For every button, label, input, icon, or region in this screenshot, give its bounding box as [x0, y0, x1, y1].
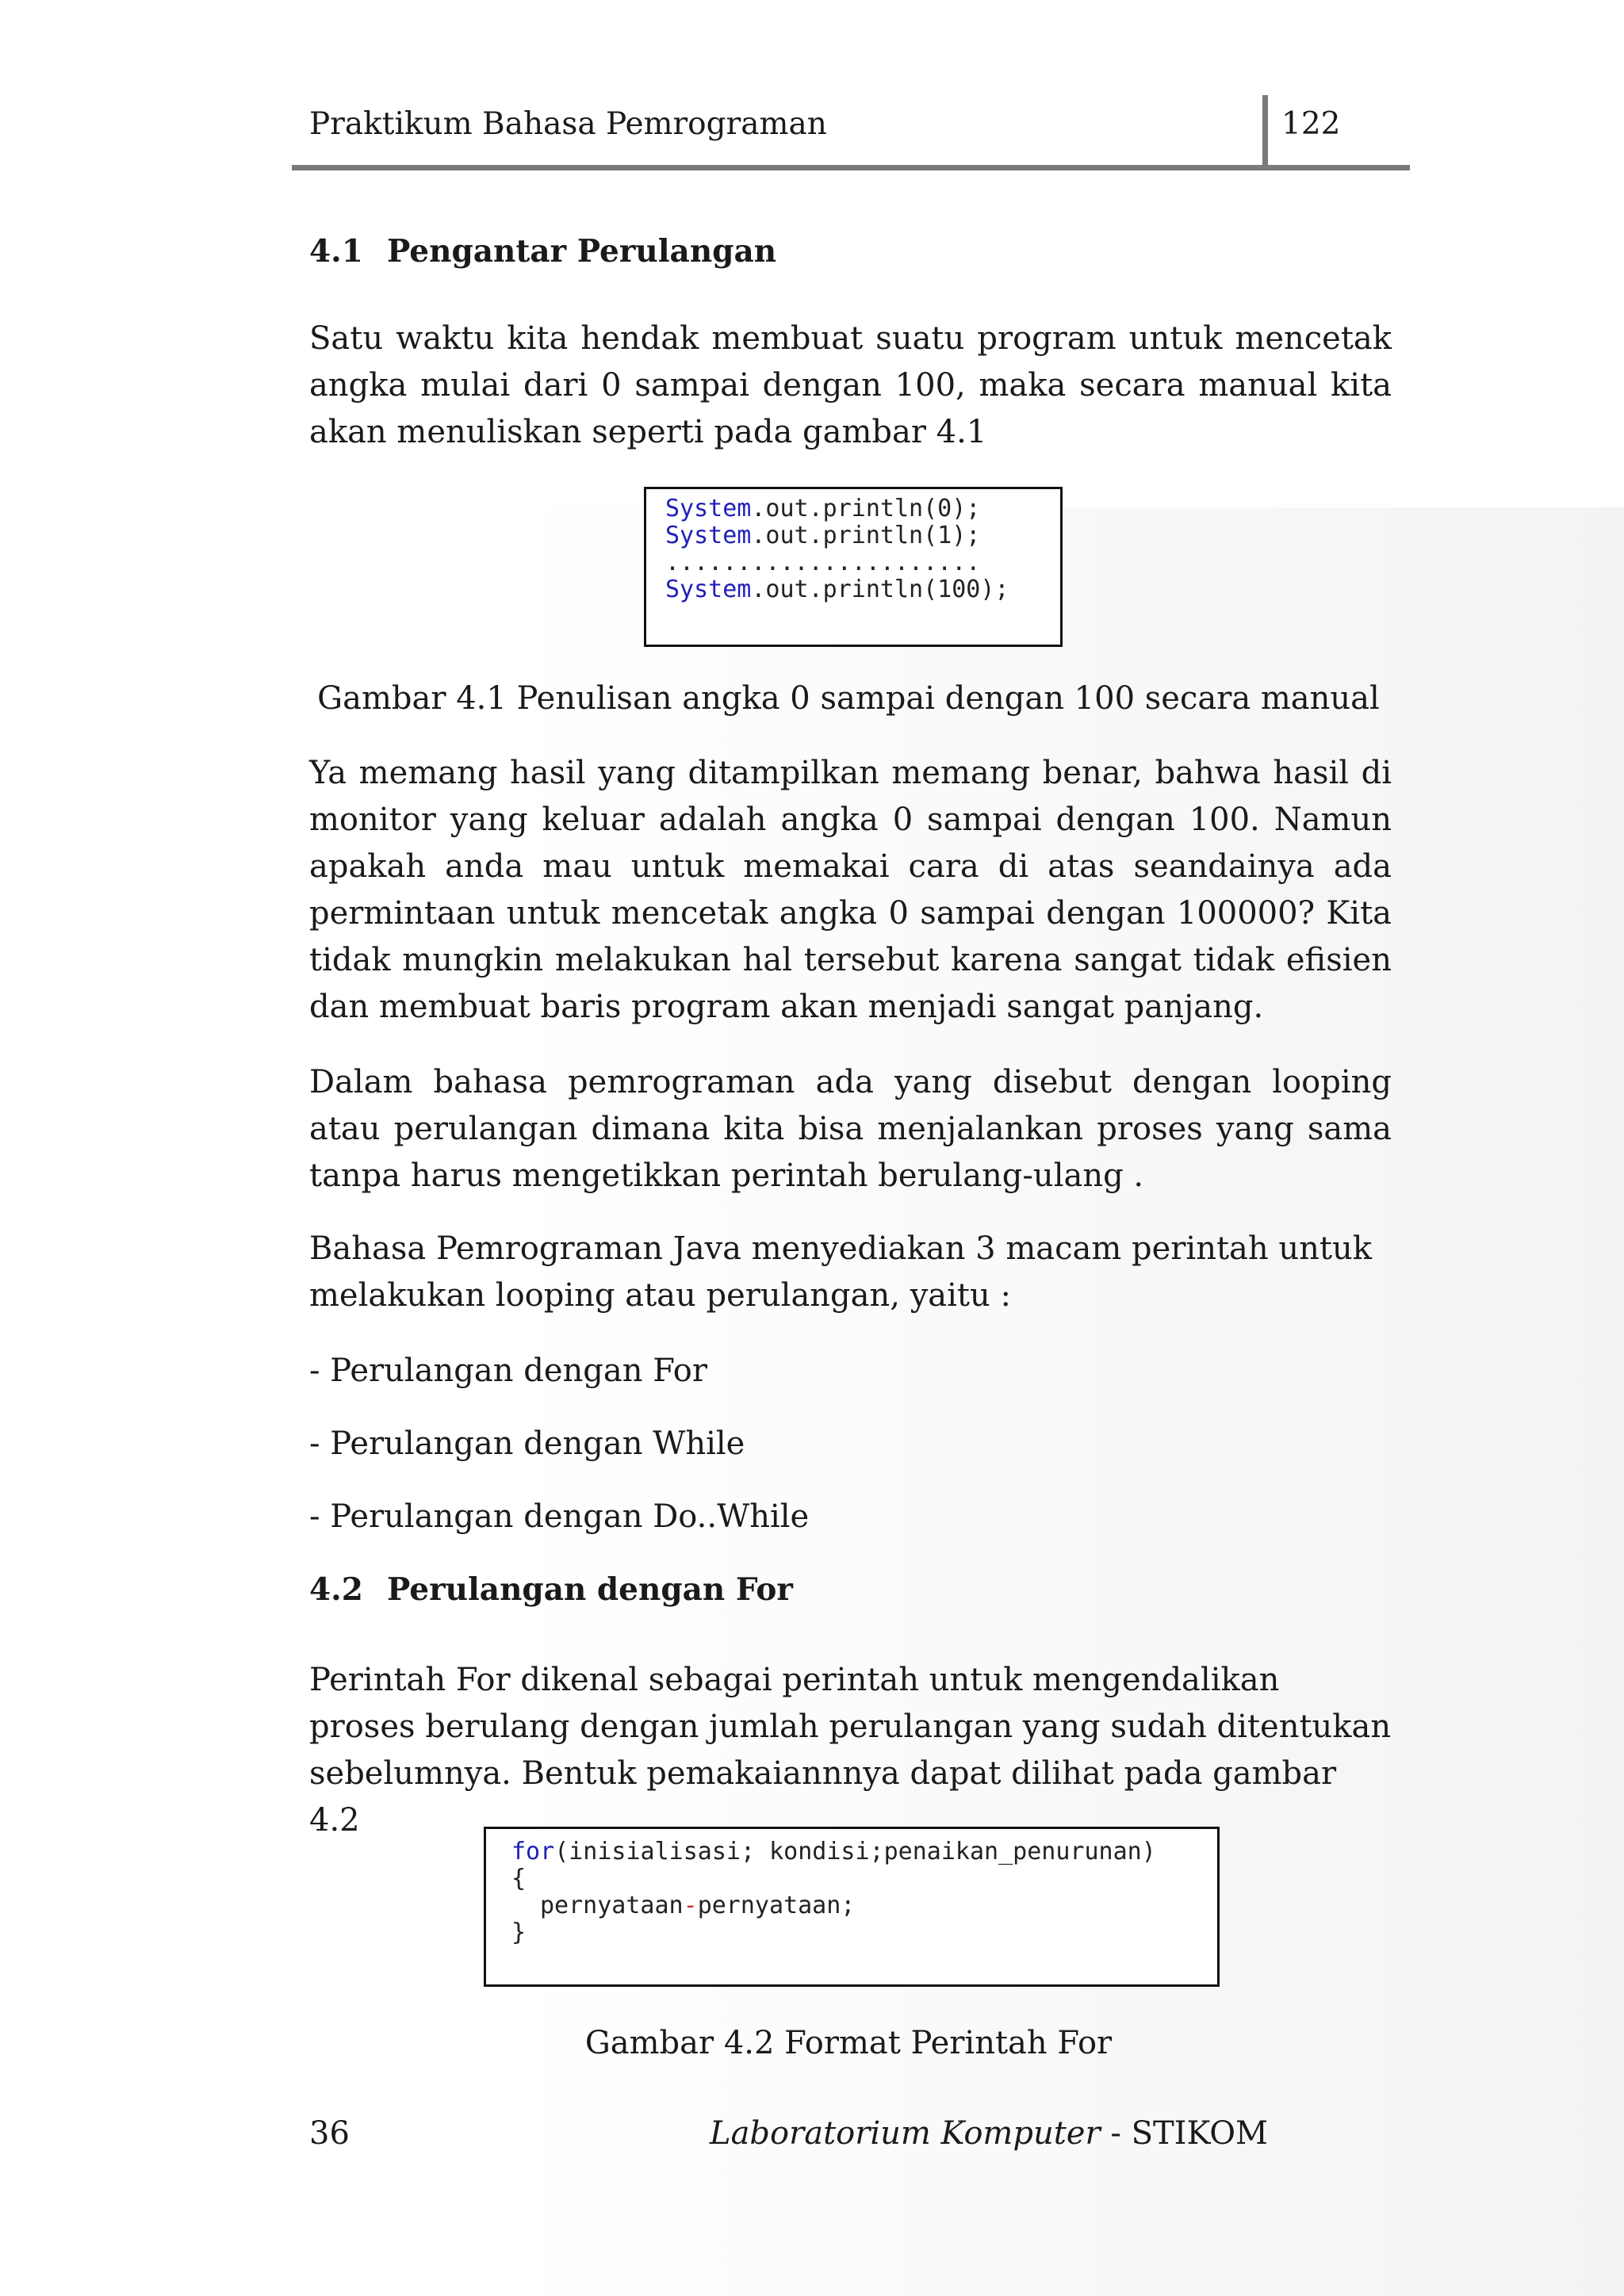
header-divider-vertical [1262, 95, 1268, 168]
section-intro-paragraph: Perintah For dikenal sebagai perintah untuk mengendalikan proses berulang dengan jumlah perulangan yang sudah ditentukan sebelumnya. Bentuk pemakaiannnya dapat dilihat pada gambar 4.2 [309, 1662, 1392, 1839]
code-line: } [511, 1919, 527, 1946]
code-line: for(inisialisasi; kondisi;penaikan_penurunan) [511, 1838, 1156, 1866]
code-figure-4-2 [484, 1827, 1220, 1987]
figure-caption-4-2: Gambar 4.2 Format Perintah For [584, 2025, 1113, 2061]
body-paragraph: Bahasa Pemrograman Java menyediakan 3 macam perintah untuk melakukan looping atau perulangan, yaitu : [309, 1230, 1372, 1314]
header-page-number: 122 [1281, 106, 1341, 142]
list-item: - Perulangan dengan While [309, 1425, 745, 1462]
code-line: pernyataan-pernyataan; [540, 1892, 856, 1919]
body-paragraph: Ya memang hasil yang ditampilkan memang benar, bahwa hasil di monitor yang keluar adalah angka 0 sampai dengan 100. Namun apakah anda mau untuk memakai cara di atas seandainya ada permintaan untuk mencetak angka 0 sampai dengan 100000? Kita tidak mungkin melakukan hal tersebut karena sangat tidak efisien dan membuat baris program akan menjadi sangat panjang. [309, 755, 1392, 1025]
code-line: System.out.println(0); [665, 495, 981, 522]
footer-page-number: 36 [309, 2115, 350, 2152]
code-line: { [511, 1865, 527, 1892]
section-title: Perulangan dengan For [387, 1571, 793, 1608]
section-heading-4-1 [309, 233, 776, 270]
header-title: Praktikum Bahasa Pemrograman [309, 106, 827, 142]
figure-caption-4-1: Gambar 4.1 Penulisan angka 0 sampai dengan 100 secara manual [317, 680, 1380, 717]
section-number: 4.1 [309, 233, 363, 270]
section-number: 4.2 [309, 1571, 363, 1608]
section-title: Pengantar Perulangan [387, 233, 777, 270]
code-line: System.out.println(1); [665, 522, 981, 549]
code-line: ...................... [665, 549, 981, 576]
header-divider-horizontal [292, 165, 1410, 170]
footer-text: Laboratorium Komputer - STIKOM [710, 2115, 1269, 2152]
list-item: - Perulangan dengan Do..While [309, 1498, 810, 1535]
code-figure-4-1 [644, 487, 1063, 647]
code-line: System.out.println(100); [665, 576, 1009, 603]
intro-paragraph: Satu waktu kita hendak membuat suatu program untuk mencetak angka mulai dari 0 sampai dengan 100, maka secara manual kita akan menuliskan seperti pada gambar 4.1 [309, 320, 1392, 450]
body-paragraph: Dalam bahasa pemrograman ada yang disebut dengan looping atau perulangan dimana kita bisa menjalankan proses yang sama tanpa harus mengetikkan perintah berulang-ulang . [309, 1064, 1392, 1194]
list-item: - Perulangan dengan For [309, 1353, 707, 1389]
section-heading-4-2 [309, 1571, 793, 1608]
